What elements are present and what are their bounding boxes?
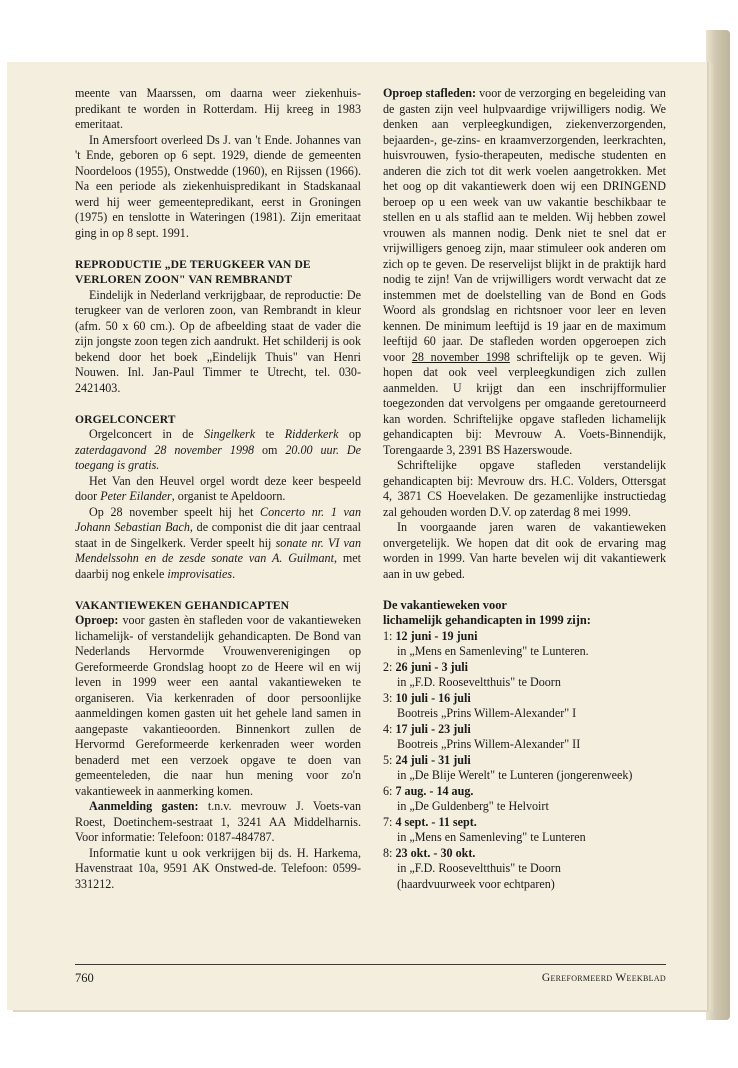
schedule-title-line-2: lichamelijk gehandicapten in 1999 zijn: [383, 613, 591, 627]
page-edge [706, 30, 730, 1020]
stafleden-paragraph-3: In voorgaande jaren waren de vakantieweken onvergetelijk. We hopen dat dit ook de ervaring mag worden in 1999. Van harte bevelen wij dit vakantiewerk aan in uw gebed. [383, 520, 666, 581]
schedule-number: 7: [383, 814, 393, 829]
schedule-dates: 26 juni - 3 juli [395, 659, 469, 674]
schedule-item [383, 722, 666, 738]
schedule-dates: 10 juli - 16 juli [395, 690, 471, 705]
schedule-item [383, 691, 666, 707]
schedule-dates: 23 okt. - 30 okt. [395, 845, 476, 860]
aanmelding-gasten: Aanmelding gasten: t.n.v. mevrouw J. Voets-van Roest, Doetinchem-sestraat 1, 3241 AA Middelharnis. Voor informatie: Telefoon: 0187-484787. [75, 799, 361, 844]
reproductie-heading: REPRODUCTIE „DE TERUGKEER VAN DE VERLOREN ZOON" VAN REMBRANDT [75, 257, 311, 286]
schedule-location: in „De Guldenberg" te Helvoirt [397, 799, 549, 813]
schedule-dates: 24 juli - 31 juli [395, 752, 471, 767]
schedule-location: Bootreis „Prins Willem-Alexander" I [397, 706, 577, 720]
schedule-location: in „De Blije Werelt" te Lunteren (jongerenweek) [397, 768, 633, 782]
schedule-dates: 4 sept. - 11 sept. [395, 814, 477, 829]
schedule-number: 3: [383, 690, 393, 705]
vakantieweken-oproep: Oproep: voor gasten èn stafleden voor de vakantieweken lichamelijk- of verstandelijk gehandicapten. De Bond van Nederlands Hervormde Vrouwenverenigingen op Gereformeerde Grondslag hoopt zo de Heere wil en wij leven in 1999 weer een aantal vakantieweken te organiseren. Via kerkenraden of door persoonlijke aanmeldingen komen gasten uit het gehele land samen in aangepaste vakantieoorden. Binnenkort zullen de Hervormd Gereformeerde kerkenraden weer worden benaderd met een verzoek opgave te doen van gemeenteleden, die naar hun mening voor zo'n vakantieweek in aanmerking komen. [75, 613, 361, 798]
right-column [383, 86, 666, 892]
schedule-dates: 12 juni - 19 juni [395, 628, 478, 643]
schedule-number: 5: [383, 752, 393, 767]
vakantieweken-heading: VAKANTIEWEKEN GEHANDICAPTEN [75, 598, 290, 612]
schedule-item [383, 629, 666, 645]
schedule-dates: 7 aug. - 14 aug. [395, 783, 474, 798]
schedule-item [383, 815, 666, 831]
schedule-note: (haardvuurweek voor echtparen) [397, 876, 555, 891]
schedule-location: in „Mens en Samenleving" te Lunteren [397, 830, 586, 844]
left-column [75, 86, 361, 892]
schedule-number: 8: [383, 845, 393, 860]
orgelconcert-paragraph-1: Orgelconcert in de Singelkerk te Ridderkerk op zaterdagavond 28 november 1998 om 20.00 uur. De toegang is gratis. [75, 427, 362, 472]
schedule-list [383, 629, 666, 877]
schedule-location: in „Mens en Samenleving" te Lunteren. [397, 644, 589, 658]
intro-paragraph-1: meente van Maarssen, om daarna weer ziekenhuis-predikant te worden in Rotterdam. Hij kreeg in 1983 emeritaat. [75, 86, 361, 131]
intro-paragraph-2: In Amersfoort overleed Ds J. van 't Ende. Johannes van 't Ende, geboren op 6 sept. 1929, diende de gemeenten Noordeloos (1955), Onstwedde (1960), en Rijssen (1966). Na een periode als ziekenhuispredikant in Stadskanaal werd hij weer gemeentepredikant, eerst in Groningen (1975) en tenslotte in Wateringen (1981). Zijn emeritaat ging in op 8 sept. 1991. [75, 132, 361, 240]
page-number: 760 [75, 971, 94, 985]
footer-rule [75, 964, 666, 965]
schedule-item [383, 846, 666, 862]
schedule-number: 1: [383, 628, 393, 643]
schedule-location: Bootreis „Prins Willem-Alexander" II [397, 737, 581, 751]
publication-name: Gereformeerd Weekblad [541, 972, 666, 984]
schedule-title-line-1: De vakantieweken voor [383, 597, 507, 612]
orgelconcert-paragraph-2: Het Van den Heuvel orgel wordt deze keer bespeeld door Peter Eilander, organist te Apeldoorn. [75, 473, 361, 503]
orgelconcert-paragraph-3: Op 28 november speelt hij het Concerto nr. 1 van Johann Sebastian Bach, de componist die dit jaar centraal staat in de Singelkerk. Verder speelt hij sonate nr. VI van Mendelssohn en de zesde sonate van A. Guilmant, met daarbij nog enkele improvisaties. [75, 504, 362, 581]
stafleden-paragraph-2: Schriftelijke opgave stafleden verstandelijk gehandicapten bij: Mevrouw drs. H.C. Volders, Ottersgat 4, 3871 CS Hoevelaken. De gezamenlijke instructiedag zal gehouden worden D.V. op zaterdag 8 mei 1999. [383, 458, 666, 519]
schedule-number: 2: [383, 659, 393, 674]
schedule-item [383, 753, 666, 769]
schedule-dates: 17 juli - 23 juli [395, 721, 471, 736]
reproductie-paragraph: Eindelijk in Nederland verkrijgbaar, de reproductie: De terugkeer van de verloren zoon, van Rembrandt in kleur (afm. 50 x 60 cm.). Op de afbeelding staat de vader die zijn jongste zoon tegen zich aandrukt. Het schilderij is ook bekend door het boek „Eindelijk Thuis" van Henri Nouwen. Inl. Jan-Paul Timmer te Utrecht, tel. 030-2421403. [75, 287, 361, 395]
schedule-item [383, 784, 666, 800]
informatie-paragraph: Informatie kunt u ook verkrijgen bij ds. H. Harkema, Havenstraat 10a, 9591 AK Onstwed-de. Telefoon: 0599-331212. [75, 845, 361, 891]
schedule-number: 4: [383, 721, 393, 736]
schedule-location: in „F.D. Rooseveltthuis" te Doorn [397, 861, 561, 875]
oproep-stafleden: Oproep stafleden: voor de verzorging en begeleiding van de gasten zijn veel hulpvaardige vrijwilligers nodig. We denken aan verpleegkundigen, ziekenverzorgenden, bejaarden-, ge-zins- en kraamverzorgenden, leerkrachten, huisvrouwen, fysio-therapeuten, medische studenten en anderen die zich tot dit werk voelen aangetrokken. Met het oog op dit vakantiewerk doen wij een DRINGEND beroep op u een week van uw vakantie beschikbaar te stellen en u als staflid aan te melden. Wij hebben zowel vrouwen als mannen nodig. Denk niet te snel dat er vrijwilligers genoeg zijn, maar stimuleer ook anderen om zich op te geven. De reservelijst blijkt in de praktijk hard nodig te zijn! Van de vrijwilligers wordt verwacht dat ze instemmen met de doelstelling van de Bond en Gods Woord als grondslag en richtsnoer voor leer en leven kennen. De minimum leeftijd is 19 jaar en de maximum leeftijd 60 jaar. De stafleden worden opgeroepen zich voor 28 november 1998 schriftelijk op te geven. Wij hopen dat ook veel verpleegkundigen zich zullen aanmelden. U krijgt dan een inschrijfformulier toegezonden dat vervolgens per omgaande geretourneerd kan worden. Schriftelijke opgave stafleden lichamelijk gehandicapten bij: Mevrouw A. Voets-Binnendijk, Torengaarde 3, 2391 BS Hazerswoude. [383, 86, 666, 457]
schedule-number: 6: [383, 783, 393, 798]
orgelconcert-heading: ORGELCONCERT [75, 412, 176, 426]
schedule-location: in „F.D. Rooseveltthuis" te Doorn [397, 675, 561, 689]
schedule-item [383, 660, 666, 676]
